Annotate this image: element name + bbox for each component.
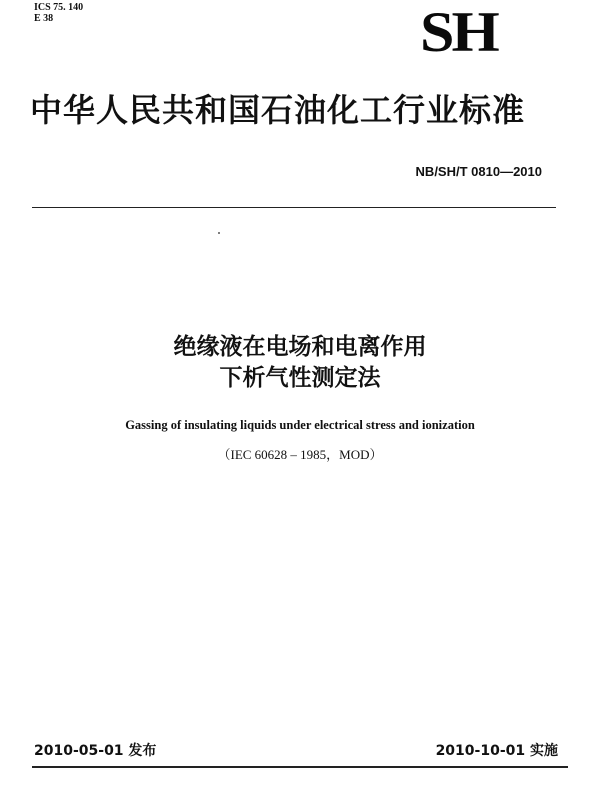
chinese-title (0, 332, 600, 394)
chinese-title-line-1: 绝缘液在电场和电离作用 (173, 334, 427, 360)
sh-logo: SH (420, 1, 497, 64)
issue-date: 2010-05-01 发布 (34, 743, 157, 759)
implementation-date: 2010-10-01 实施 (435, 743, 558, 759)
scan-speck (218, 232, 220, 234)
standard-number: NB/SH/T 0810—2010 (415, 164, 542, 179)
standard-category-title: 中华人民共和国石油化工行业标准 (30, 91, 526, 129)
ccs-code: E 38 (34, 13, 54, 24)
chinese-title-line-2: 下析气性测定法 (219, 365, 381, 391)
adoption-reference: （IEC 60628 – 1985，MOD） (217, 447, 383, 462)
footer-divider (32, 766, 568, 768)
ics-code: ICS 75. 140 (34, 2, 84, 13)
classification-codes (34, 2, 83, 24)
english-title: Gassing of insulating liquids under electrical stress and ionization (125, 418, 475, 432)
header-divider (32, 207, 556, 208)
